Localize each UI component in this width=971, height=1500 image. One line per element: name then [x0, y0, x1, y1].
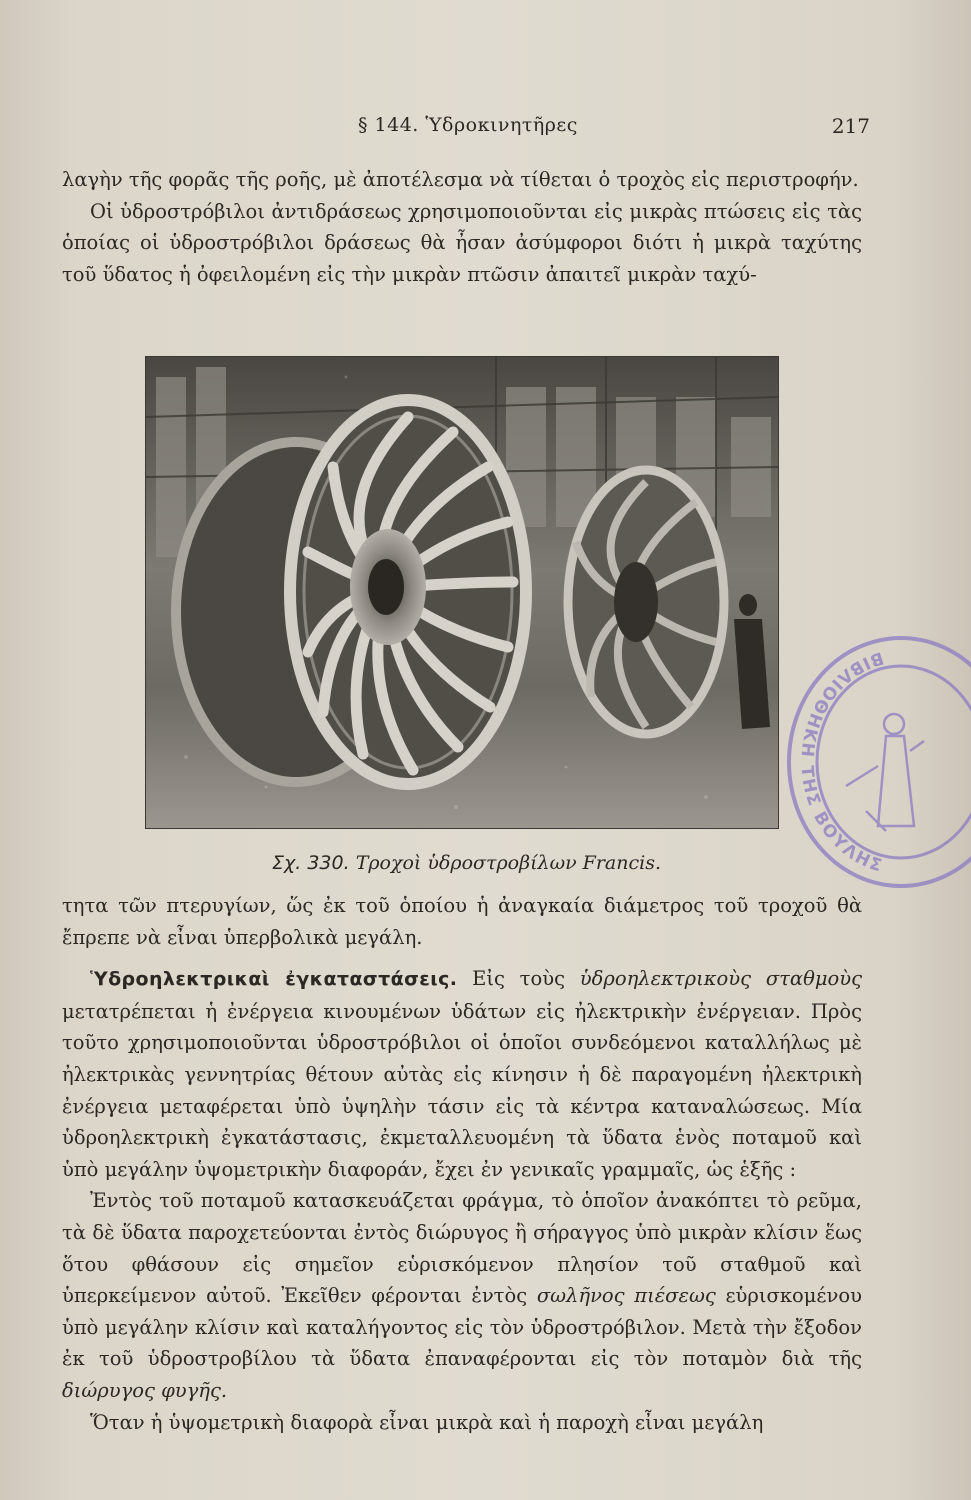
dam-text-a: Ἐντὸς τοῦ ποταμοῦ κατασκευάζεται φράγμα, τὸ ὁποῖον ἀνακόπτει τὸ ρεῦμα, τὰ δὲ ὕδατα παροχετεύονται ἐντὸς διώρυγος ἢ σήραγγος ὑπὸ μικρὰν κλίσιν ἕως ὅτου φθάσουν εἰς σημεῖον εὑρισκόμενον πλησίον τοῦ σταθμοῦ καὶ ὑπερκείμενον αὐτοῦ. Ἐκεῖθεν φέρονται ἐντὸς [62, 1189, 862, 1308]
stamp-seal [786, 636, 971, 888]
stamp-text: ΒΙΒΛΙΟΘΗΚΗ ΤΗΣ ΒΟΥΛΗΣ [796, 647, 886, 877]
running-head: § 144. Ὑδροκινητῆρες [358, 114, 578, 136]
paragraph-low-head: Ὅταν ἡ ὑψομετρικὴ διαφορὰ εἶναι μικρὰ καὶ ἡ παροχὴ εἶναι μεγάλη [90, 1410, 764, 1434]
top-text-block [62, 164, 862, 290]
page-header [56, 114, 870, 142]
dam-text-em2: διώρυγος φυγῆς. [62, 1378, 228, 1402]
paragraph-dam [62, 1185, 862, 1406]
dam-text-b: εὑρισκομένου ὑπὸ μεγάλην κλίσιν καὶ καταλήγοντος εἰς τὸν ὑδροστρόβιλον. Μετὰ τὴν ἔξοδον ἐκ τοῦ ὑδροστροβίλου τὰ ὕδατα ἐπαναφέρονται εἰς τὸν ποταμὸν διὰ τῆς [62, 1284, 862, 1371]
paragraph-continuation: τητα τῶν πτερυγίων, ὥς ἐκ τοῦ ὁποίου ἡ ἀναγκαία διάμετρος τοῦ τροχοῦ θὰ ἔπρεπε νὰ εἶναι ὑπερβολικὰ μεγάλη. [62, 894, 862, 949]
francis-turbine-photo [146, 357, 778, 828]
page-number: 217 [831, 114, 870, 138]
figure-caption [272, 852, 661, 874]
hydro-text-b: μετατρέπεται ἡ ἐνέργεια κινουμένων ὑδάτων εἰς ἠλεκτρικὴν ἐνέργειαν. Πρὸς τοῦτο χρησιμοποιοῦνται ὑδροστρόβιλοι οἱ ὁποῖοι συνδεόμενοι καταλλήλως μὲ ἠλεκτρικὰς γεννητρίας θέτουν αὐτὰς εἰς κίνησιν ἡ δὲ παραγομένη ἠλεκτρικὴ ἐνέργεια μεταφέρεται ὑπὸ ὑψηλὴν τάσιν εἰς τὰ κέντρα καταναλώσεως. Μία ὑδροηλεκτρικὴ ἐγκατάστασις, ἐκμεταλλευομένη τὰ ὕδατα ἑνὸς ποταμοῦ καὶ ὑπὸ μεγάλην ὑψομετρικὴν διαφοράν, ἔχει ἐν γενικαῖς γραμμαῖς, ὡς ἑξῆς : [62, 999, 862, 1181]
library-stamp [786, 636, 971, 888]
dam-text-em1: σωλῆνος πιέσεως [536, 1284, 716, 1308]
hydro-text-em: ὑδροηλεκτρικοὺς σταθμοὺς [579, 967, 863, 991]
bottom-text-block [62, 890, 862, 1438]
figure-caption-text: Τροχοὶ ὑδροστροβίλων Francis. [355, 852, 661, 874]
paragraph-reaction-turbines: Οἱ ὑδροστρόβιλοι ἀντιδράσεως χρησιμοποιοῦνται εἰς μικρὰς πτώσεις εἰς τὰς ὁποίας οἱ ὑδροστρόβιλοι δράσεως θὰ ἦσαν ἀσύμφοροι διότι ἡ μικρὰ ταχύτης τοῦ ὕδατος ἡ ὀφειλομένη εἰς τὴν μικρὰν πτῶσιν ἀπαιτεῖ μικρὰν ταχύ- [62, 199, 862, 286]
figure-of-athena-icon [846, 714, 924, 831]
figure-photograph [146, 357, 778, 828]
section-heading: Ὑδροηλεκτρικαὶ ἐγκαταστάσεις. [90, 968, 458, 991]
figure-label: Σχ. 330. [272, 852, 350, 874]
paragraph-continued: λαγὴν τῆς φορᾶς τῆς ροῆς, μὲ ἀποτέλεσμα νὰ τίθεται ὁ τροχὸς εἰς περιστροφήν. [62, 168, 859, 191]
hydro-text-a: Εἰς τοὺς [472, 967, 565, 991]
paragraph-hydroelectric [62, 963, 862, 1185]
